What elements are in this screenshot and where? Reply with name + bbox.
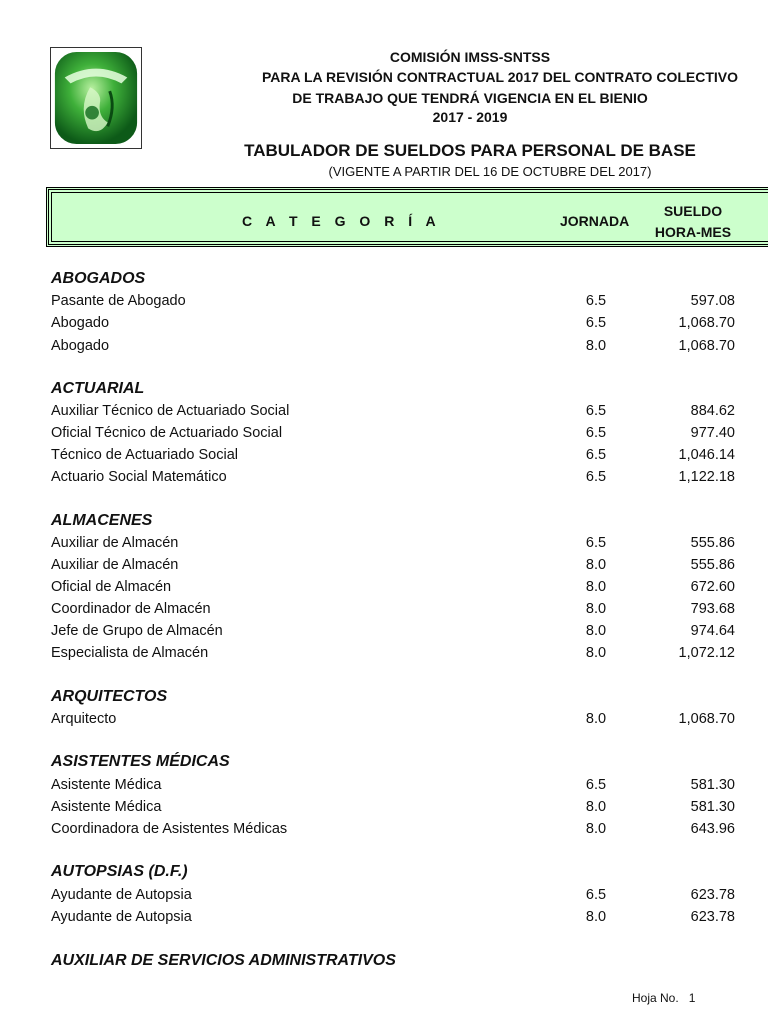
- row-category: Ayudante de Autopsia: [51, 909, 192, 925]
- table-row: [51, 909, 741, 929]
- row-sueldo: 555.86: [690, 535, 735, 551]
- row-category: Abogado: [51, 315, 110, 331]
- header-line-1: COMISIÓN IMSS-SNTSS: [389, 49, 551, 65]
- table-row: [51, 799, 741, 819]
- document-title: TABULADOR DE SUELDOS PARA PERSONAL DE BASE: [244, 141, 696, 160]
- row-jornada: 8.0: [585, 645, 607, 661]
- table-row: [51, 447, 741, 467]
- row-jornada: 6.5: [585, 403, 607, 419]
- column-header-sueldo: [648, 201, 738, 243]
- row-sueldo: 1,122.18: [678, 469, 735, 485]
- row-sueldo: 643.96: [690, 821, 735, 837]
- table-row: [51, 777, 741, 797]
- row-jornada: 6.5: [585, 535, 607, 551]
- column-header-categoria: C A T E G O R Í A: [242, 213, 441, 229]
- row-category: Actuario Social Matemático: [51, 469, 227, 485]
- header-line-3: DE TRABAJO QUE TENDRÁ VIGENCIA EN EL BIENIO: [292, 90, 648, 106]
- row-category: Coordinadora de Asistentes Médicas: [51, 821, 288, 837]
- row-sueldo: 1,072.12: [678, 645, 735, 661]
- row-jornada: 6.5: [585, 315, 607, 331]
- table-row: [51, 623, 741, 643]
- row-jornada: 8.0: [585, 579, 607, 595]
- row-category: Oficial Técnico de Actuariado Social: [51, 425, 283, 441]
- row-sueldo: 581.30: [690, 799, 735, 815]
- row-category: Coordinador de Almacén: [51, 601, 211, 617]
- header-line-4: 2017 - 2019: [432, 109, 508, 125]
- column-header-jornada: JORNADA: [560, 213, 630, 229]
- row-jornada: 6.5: [585, 469, 607, 485]
- section-title: ABOGADOS: [51, 270, 146, 287]
- row-jornada: 6.5: [585, 887, 607, 903]
- row-sueldo: 623.78: [690, 887, 735, 903]
- table-row: [51, 645, 741, 665]
- row-sueldo: 1,046.14: [678, 447, 735, 463]
- row-sueldo: 1,068.70: [678, 338, 735, 354]
- row-sueldo: 1,068.70: [678, 315, 735, 331]
- table-row: [51, 601, 741, 621]
- imss-logo: [50, 47, 142, 149]
- row-category: Auxiliar Técnico de Actuariado Social: [51, 403, 290, 419]
- row-category: Asistente Médica: [51, 777, 162, 793]
- row-category: Oficial de Almacén: [51, 579, 172, 595]
- row-category: Asistente Médica: [51, 799, 162, 815]
- row-category: Auxiliar de Almacén: [51, 535, 179, 551]
- row-sueldo: 974.64: [690, 623, 735, 639]
- row-jornada: 6.5: [585, 425, 607, 441]
- column-header-sueldo-line2: HORA-MES: [654, 224, 732, 240]
- table-row: [51, 425, 741, 445]
- row-sueldo: 672.60: [690, 579, 735, 595]
- section-title: ASISTENTES MÉDICAS: [51, 753, 230, 770]
- section-title: ARQUITECTOS: [51, 688, 168, 705]
- table-row: [51, 403, 741, 423]
- row-sueldo: 884.62: [690, 403, 735, 419]
- column-header-sueldo-line1: SUELDO: [663, 203, 723, 219]
- row-jornada: 8.0: [585, 821, 607, 837]
- row-category: Técnico de Actuariado Social: [51, 447, 238, 463]
- footer-label: Hoja No.: [632, 991, 679, 1005]
- table-row: [51, 557, 741, 577]
- row-jornada: 8.0: [585, 557, 607, 573]
- table-row: [51, 579, 741, 599]
- row-jornada: 6.5: [585, 447, 607, 463]
- table-row: [51, 711, 741, 731]
- row-jornada: 8.0: [585, 338, 607, 354]
- row-jornada: 8.0: [585, 623, 607, 639]
- row-category: Pasante de Abogado: [51, 293, 186, 309]
- section-title: ACTUARIAL: [51, 380, 145, 397]
- table-row: [51, 338, 741, 358]
- header-line-2: PARA LA REVISIÓN CONTRACTUAL 2017 DEL CONTRATO COLECTIVO: [261, 69, 739, 85]
- row-jornada: 6.5: [585, 777, 607, 793]
- row-category: Abogado: [51, 338, 110, 354]
- section-title: AUTOPSIAS (D.F.): [51, 863, 188, 880]
- row-jornada: 8.0: [585, 711, 607, 727]
- row-category: Auxiliar de Almacén: [51, 557, 179, 573]
- document-subtitle: (VIGENTE A PARTIR DEL 16 DE OCTUBRE DEL 2017): [328, 164, 652, 179]
- row-sueldo: 623.78: [690, 909, 735, 925]
- row-jornada: 8.0: [585, 601, 607, 617]
- row-sueldo: 977.40: [690, 425, 735, 441]
- section-title: ALMACENES: [51, 512, 153, 529]
- table-row: [51, 315, 741, 335]
- table-row: [51, 821, 741, 841]
- row-jornada: 8.0: [585, 909, 607, 925]
- row-sueldo: 555.86: [690, 557, 735, 573]
- row-jornada: 6.5: [585, 293, 607, 309]
- table-row: [51, 887, 741, 907]
- row-jornada: 8.0: [585, 799, 607, 815]
- row-category: Arquitecto: [51, 711, 117, 727]
- row-sueldo: 597.08: [690, 293, 735, 309]
- row-sueldo: 581.30: [690, 777, 735, 793]
- table-row: [51, 293, 741, 313]
- row-category: Especialista de Almacén: [51, 645, 209, 661]
- table-row: [51, 469, 741, 489]
- row-category: Jefe de Grupo de Almacén: [51, 623, 223, 639]
- row-sueldo: 793.68: [690, 601, 735, 617]
- row-category: Ayudante de Autopsia: [51, 887, 192, 903]
- imss-logo-icon: [51, 48, 141, 148]
- table-row: [51, 535, 741, 555]
- section-title: AUXILIAR DE SERVICIOS ADMINISTRATIVOS: [51, 952, 396, 969]
- page-footer: [632, 991, 695, 1005]
- row-sueldo: 1,068.70: [678, 711, 735, 727]
- page-number: 1: [688, 991, 696, 1005]
- table-header: [46, 187, 768, 247]
